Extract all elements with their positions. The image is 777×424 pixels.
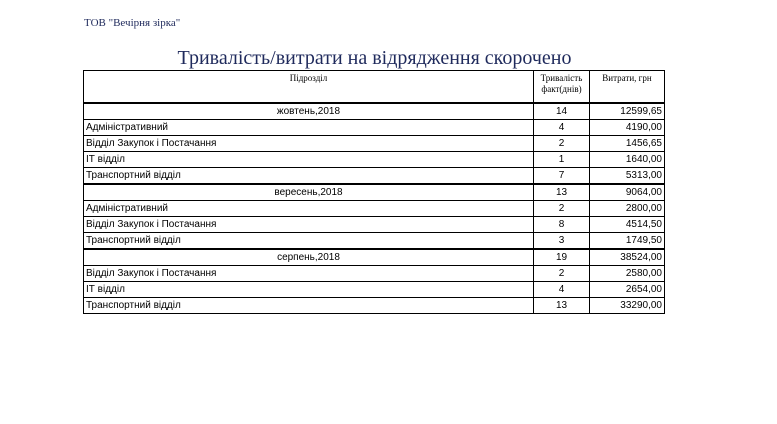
duration-cell: 14	[534, 103, 590, 120]
table-row	[84, 266, 665, 282]
duration-cell: 2	[534, 201, 590, 217]
cost-cell: 2580,00	[590, 266, 665, 282]
cost-cell: 2800,00	[590, 201, 665, 217]
cost-cell: 33290,00	[590, 298, 665, 314]
month-group-row	[84, 103, 665, 120]
department-cell: ІТ відділ	[84, 282, 534, 298]
duration-cell: 19	[534, 249, 590, 266]
table-row	[84, 217, 665, 233]
report-table	[83, 70, 665, 314]
month-label: жовтень,2018	[84, 103, 534, 120]
cost-cell: 1456,65	[590, 136, 665, 152]
cost-cell: 5313,00	[590, 168, 665, 185]
cost-cell: 4514,50	[590, 217, 665, 233]
department-cell: Відділ Закупок і Постачання	[84, 266, 534, 282]
table-row	[84, 282, 665, 298]
table-header-row	[84, 71, 665, 104]
table-row	[84, 120, 665, 136]
table-row	[84, 152, 665, 168]
month-group-row	[84, 184, 665, 201]
cost-cell: 4190,00	[590, 120, 665, 136]
duration-cell: 8	[534, 217, 590, 233]
duration-cell: 13	[534, 184, 590, 201]
report-title: Тривалість/витрати на відрядження скорочено	[177, 47, 572, 69]
cost-cell: 1749,50	[590, 233, 665, 250]
header-cost: Витрати, грн	[590, 71, 665, 104]
company-name: ТОВ "Вечірня зірка"	[84, 17, 181, 29]
table-row	[84, 201, 665, 217]
cost-cell: 1640,00	[590, 152, 665, 168]
table-row	[84, 168, 665, 185]
header-department: Підрозділ	[84, 71, 534, 104]
duration-cell: 2	[534, 266, 590, 282]
table-row	[84, 298, 665, 314]
department-cell: Адміністративний	[84, 120, 534, 136]
cost-cell: 38524,00	[590, 249, 665, 266]
department-cell: ІТ відділ	[84, 152, 534, 168]
cost-cell: 2654,00	[590, 282, 665, 298]
duration-cell: 7	[534, 168, 590, 185]
duration-cell: 4	[534, 120, 590, 136]
duration-cell: 3	[534, 233, 590, 250]
department-cell: Транспортний відділ	[84, 298, 534, 314]
header-duration	[534, 71, 590, 104]
cost-cell: 12599,65	[590, 103, 665, 120]
department-cell: Адміністративний	[84, 201, 534, 217]
header-duration-line2: факт(днів)	[541, 84, 582, 94]
duration-cell: 4	[534, 282, 590, 298]
department-cell: Відділ Закупок і Постачання	[84, 136, 534, 152]
table-row	[84, 233, 665, 250]
duration-cell: 1	[534, 152, 590, 168]
header-duration-line1: Тривалість	[540, 73, 583, 83]
department-cell: Транспортний відділ	[84, 233, 534, 250]
duration-cell: 2	[534, 136, 590, 152]
month-label: вересень,2018	[84, 184, 534, 201]
department-cell: Транспортний відділ	[84, 168, 534, 185]
table-row	[84, 136, 665, 152]
duration-cell: 13	[534, 298, 590, 314]
month-group-row	[84, 249, 665, 266]
cost-cell: 9064,00	[590, 184, 665, 201]
month-label: серпень,2018	[84, 249, 534, 266]
report-body	[84, 103, 665, 314]
department-cell: Відділ Закупок і Постачання	[84, 217, 534, 233]
